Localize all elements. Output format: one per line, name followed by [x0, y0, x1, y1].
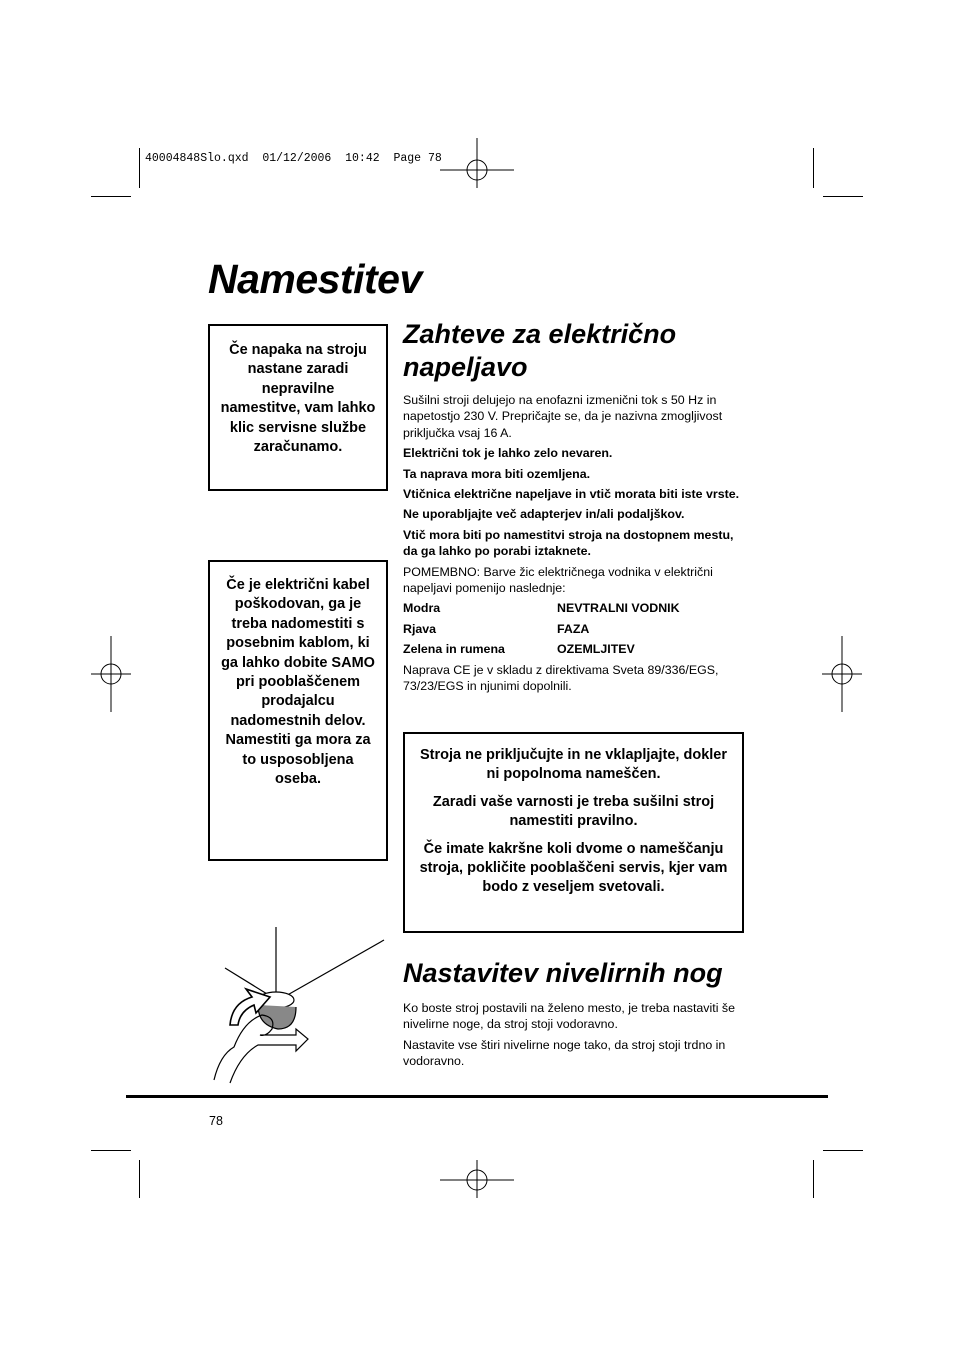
leveling-heading: Nastavitev nivelirnih nog	[403, 958, 723, 988]
wire-meaning: FAZA	[557, 621, 590, 636]
wire-color: Zelena in rumena	[403, 642, 505, 657]
warning-paragraph: Če imate kakršne koli dvome o nameščanju stroja, pokličite pooblaščeni servis, kjer vam bodo z veseljem svetovali.	[419, 840, 728, 896]
service-charge-notice	[208, 324, 388, 491]
important-note: POMEMBNO: Barve žic električnega vodnika v električni napeljavi pomenijo naslednje:	[403, 564, 713, 596]
wire-row	[403, 621, 748, 637]
electrical-intro: Sušilni stroji delujejo na enofazni izmenični tok s 50 Hz in napetostjo 230 V. Prepričajte se, da je nazivna zmogljivost priključka vsaj 16 A.	[403, 393, 723, 440]
wire-color: Rjava	[403, 621, 437, 636]
installation-warning-box	[403, 732, 744, 933]
wire-row	[403, 600, 748, 616]
warning-line: Vtič mora biti po namestitvi stroja na dostopnem mestu, da ga lahko po porabi iztaknete.	[403, 527, 734, 559]
cable-damage-notice	[208, 560, 388, 861]
print-slug: 40004848Slo.qxd 01/12/2006 10:42 Page 78	[145, 152, 442, 165]
leveling-paragraph: Ko boste stroj postavili na želeno mesto, je treba nastaviti še nivelirne noge, da stroj stoji vodoravno.	[403, 1001, 735, 1032]
warning-line: Vtičnica električne napeljave in vtič morata biti iste vrste.	[403, 487, 740, 502]
page-title: Namestitev	[208, 256, 422, 302]
leveling-section	[403, 957, 748, 1074]
warning-line: Ne uporabljajte več adapterjev in/ali podaljškov.	[403, 507, 685, 522]
wire-color-table	[403, 600, 748, 657]
electrical-heading: Zahteve za električno napeljavo	[403, 319, 677, 382]
electrical-section	[403, 318, 748, 699]
ce-compliance-note: Naprava CE je v skladu z direktivama Sveta 89/336/EGS, 73/23/EGS in njunimi dopolnili.	[403, 662, 719, 694]
warning-paragraph: Stroja ne priključujte in ne vklapljajte, dokler ni popolnoma nameščen.	[419, 747, 727, 783]
warning-line: Električni tok je lahko zelo nevaren.	[403, 446, 613, 461]
footer-rule	[126, 1095, 828, 1098]
wire-meaning: NEVTRALNI VODNIK	[557, 601, 680, 616]
warning-line: Ta naprava mora biti ozemljena.	[403, 466, 591, 481]
leveling-foot-illustration	[200, 925, 395, 1085]
wire-row	[403, 641, 748, 657]
page-number: 78	[209, 1114, 223, 1128]
warning-paragraph: Zaradi vaše varnosti je treba sušilni stroj namestiti pravilno.	[432, 793, 715, 830]
cable-damage-text: Če je električni kabel poškodovan, ga je treba nadomestiti s posebnim kablom, ki ga lahko dobite SAMO pri pooblaščenem prodajalcu nadomestnih delov. Namestiti ga mora za to usposobljena oseba.	[221, 577, 375, 788]
wire-meaning: OZEMLJITEV	[557, 642, 635, 657]
leveling-paragraph: Nastavite vse štiri nivelirne noge tako, da stroj stoji trdno in vodoravno.	[403, 1037, 726, 1069]
wire-color: Modra	[403, 601, 441, 616]
service-charge-text: Če napaka na stroju nastane zaradi nepravilne namestitve, vam lahko klic servisne službe zaračunamo.	[220, 342, 376, 456]
